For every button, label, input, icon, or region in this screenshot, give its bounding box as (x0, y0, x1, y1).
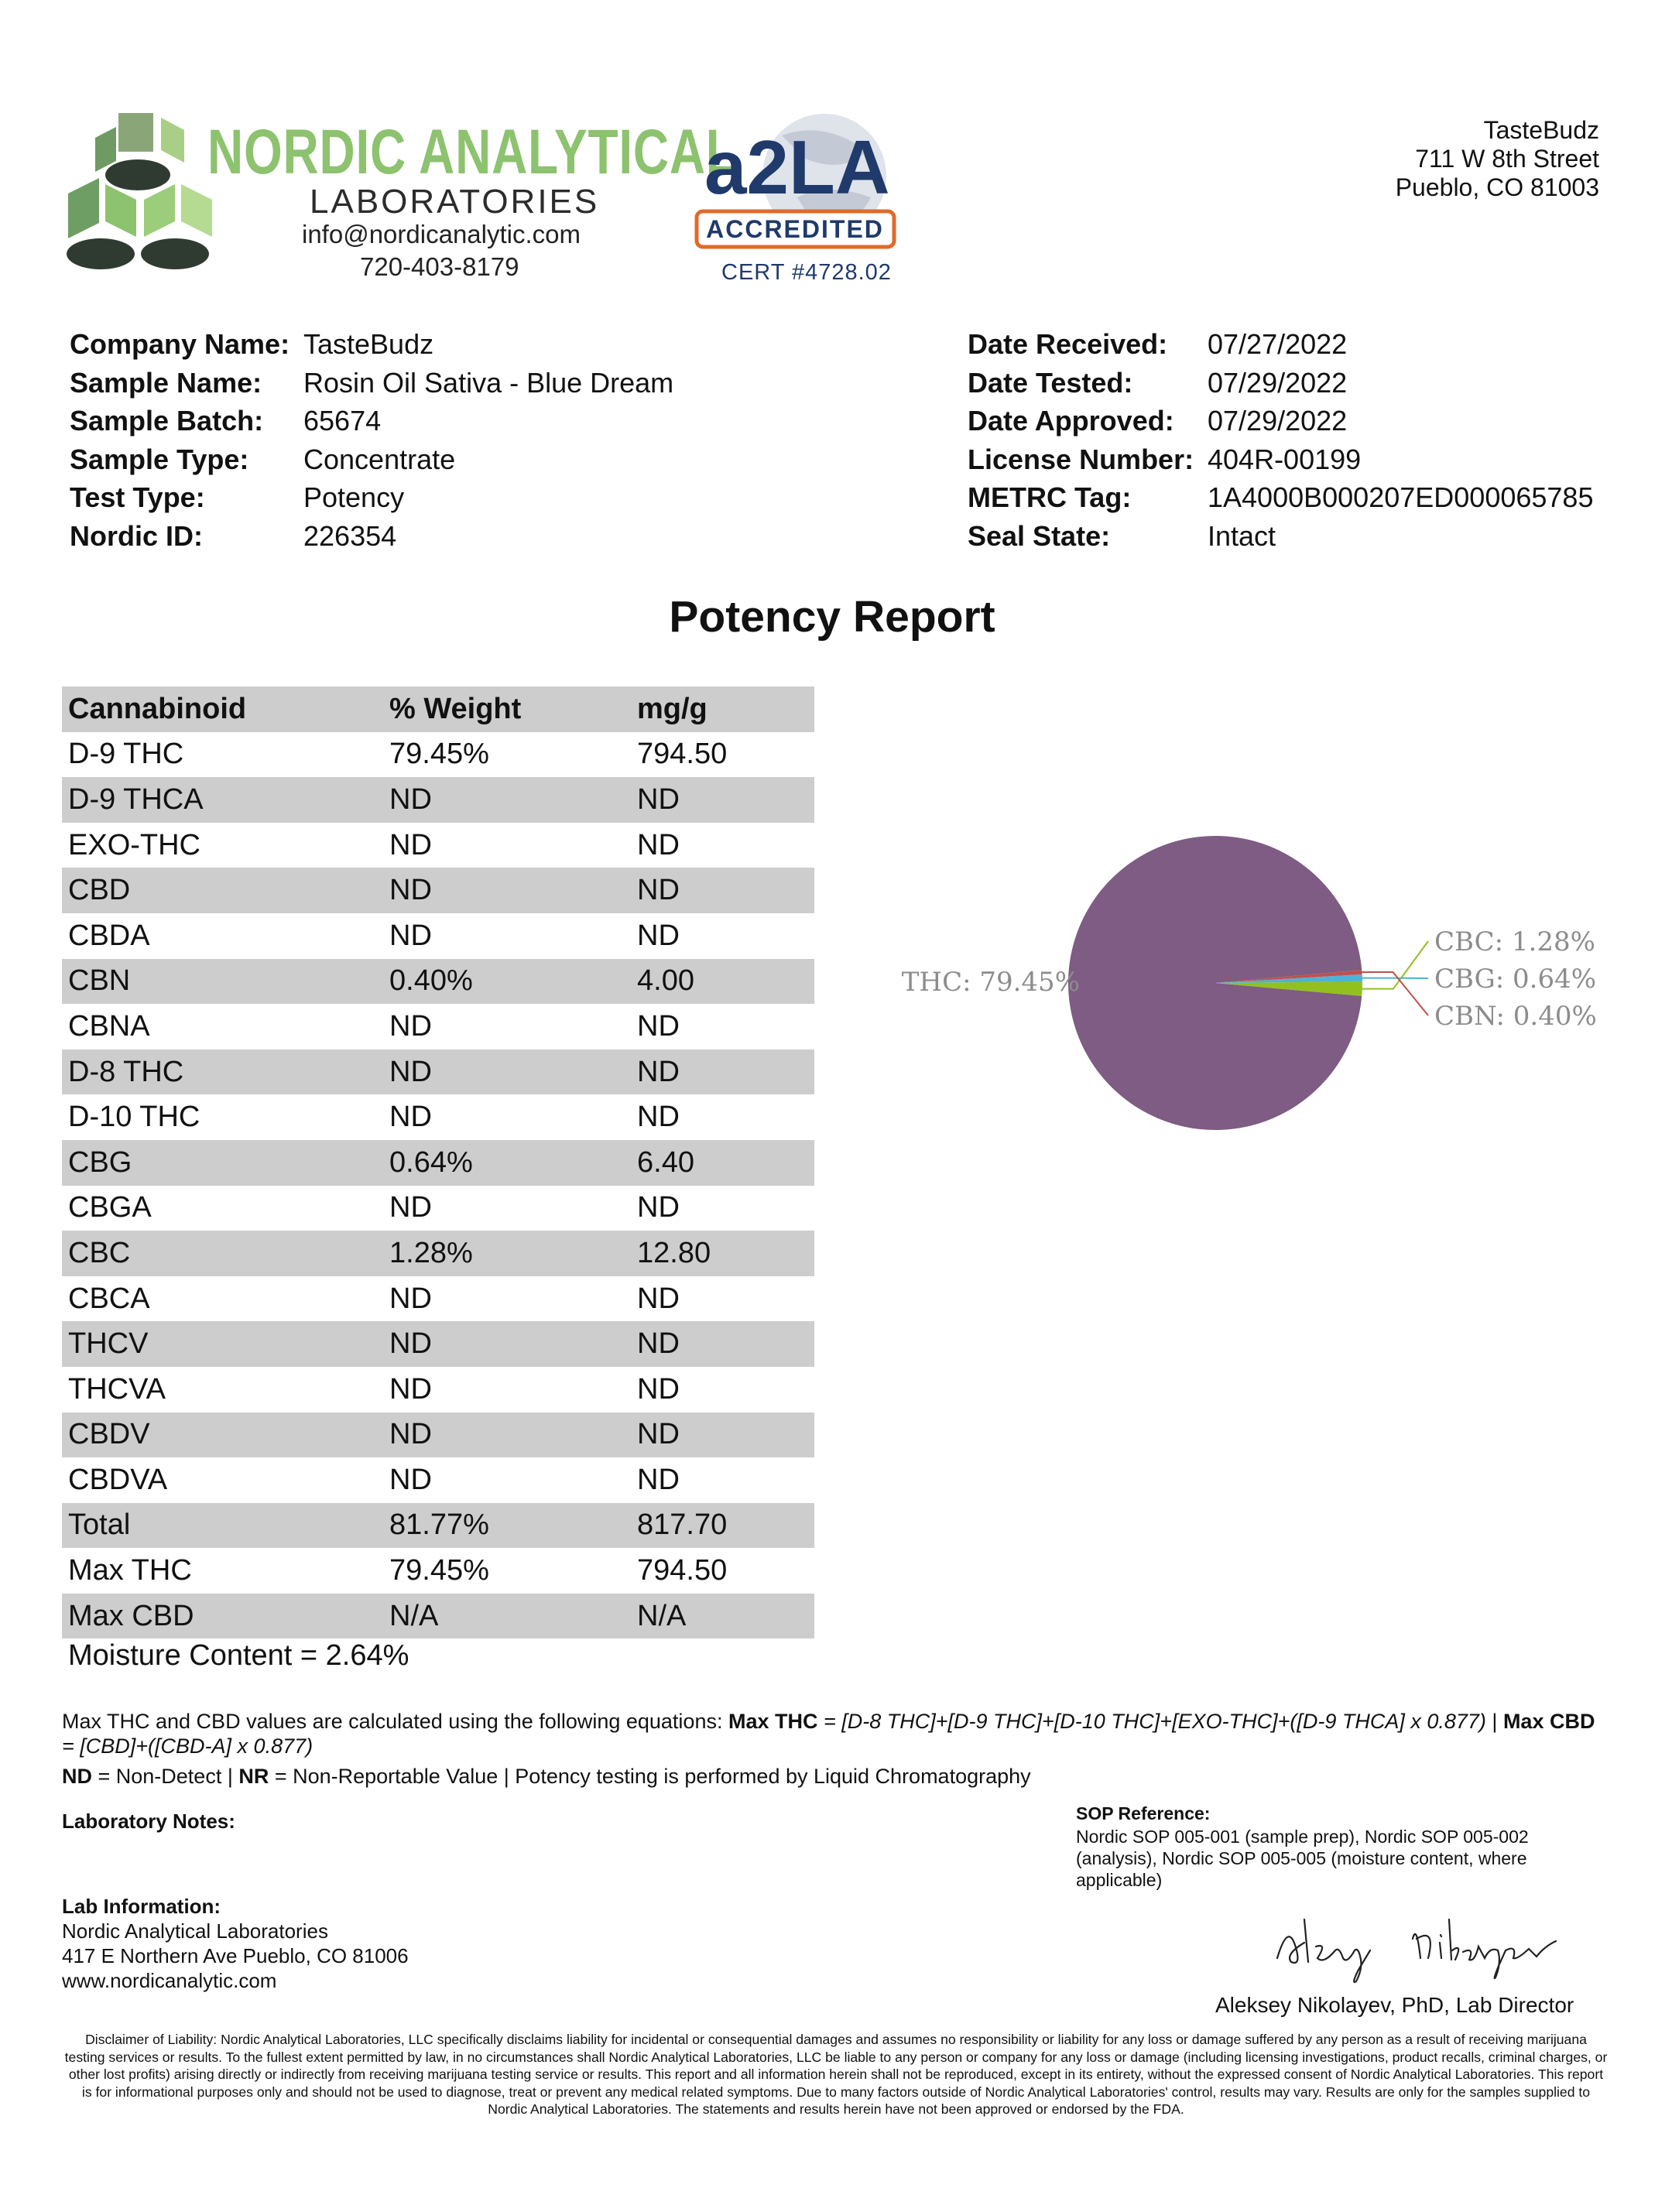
cannabinoid-cell: Max CBD (68, 1599, 194, 1632)
report-title: Potency Report (669, 592, 995, 642)
max-cbd-label: Max CBD (1502, 1710, 1595, 1733)
lab-email: info@nordicanalytic.com (302, 220, 581, 248)
equation-separator: | (1485, 1710, 1503, 1733)
info-label: License Number: (968, 443, 1194, 475)
cannabinoid-cell: D-10 THC (68, 1101, 200, 1134)
table-row (62, 823, 814, 868)
mg-per-g-cell: ND (637, 1463, 680, 1496)
nd-abbrev: ND (62, 1765, 92, 1788)
abbreviation-legend (62, 1765, 1031, 1789)
weight-cell: 79.45% (389, 738, 489, 771)
weight-cell: ND (389, 782, 432, 816)
cannabinoid-cell: D-9 THC (68, 738, 184, 771)
weight-cell: ND (389, 1055, 432, 1088)
lab-info-name: Nordic Analytical Laboratories (62, 1919, 328, 1943)
cannabinoid-cell: CBD (68, 874, 131, 907)
info-label: Date Received: (968, 328, 1168, 360)
max-thc-label: Max THC (728, 1710, 818, 1733)
weight-cell: ND (389, 1463, 432, 1496)
weight-cell: ND (389, 1191, 432, 1224)
weight-cell: 81.77% (389, 1508, 489, 1542)
lab-phone: 720-403-8179 (360, 252, 519, 281)
equation-intro: Max THC and CBD values are calculated using the following equations: (62, 1710, 728, 1733)
cannabinoid-cell: THCV (68, 1327, 149, 1361)
table-row (62, 959, 814, 1005)
table-row (62, 1412, 814, 1458)
mg-per-g-cell: ND (637, 1282, 680, 1315)
mg-per-g-cell: ND (637, 1191, 680, 1224)
weight-cell: ND (389, 919, 432, 952)
table-row (62, 1140, 814, 1186)
weight-cell: ND (389, 874, 432, 907)
date-received-value: 07/27/2022 (1208, 328, 1348, 360)
pie-leader-line (1362, 941, 1428, 989)
svg-text:a2LA: a2LA (704, 125, 890, 210)
table-header (62, 687, 814, 732)
column-header: % Weight (389, 692, 522, 725)
table-row (62, 777, 814, 823)
max-cbd-equation: = [CBD]+([CBD-A] x 0.877) (62, 1734, 314, 1758)
weight-cell: ND (389, 1009, 432, 1043)
weight-cell: ND (389, 1282, 432, 1315)
table-row (62, 1231, 814, 1276)
mg-per-g-cell: N/A (637, 1599, 687, 1632)
info-label: Seal State: (968, 519, 1111, 552)
mg-per-g-cell: ND (637, 1372, 680, 1406)
laboratory-notes-title: Laboratory Notes: (62, 1810, 235, 1833)
lab-name: NORDIC ANALYTICAL (207, 117, 737, 187)
cert-number: CERT #4728.02 (721, 260, 892, 285)
mg-per-g-cell: ND (637, 1418, 680, 1451)
mg-per-g-cell: 12.80 (637, 1236, 711, 1269)
cannabinoid-cell: CBC (68, 1236, 131, 1269)
potency-pie-chart (836, 836, 1610, 1192)
mg-per-g-cell: ND (637, 1055, 680, 1088)
metrc-tag-value: 1A4000B000207ED000065785 (1208, 481, 1594, 513)
mg-per-g-cell: ND (637, 828, 680, 861)
weight-cell: ND (389, 1372, 432, 1406)
cannabinoid-cell: D-8 THC (68, 1055, 184, 1088)
mg-per-g-cell: ND (637, 1101, 680, 1134)
weight-cell: 1.28% (389, 1236, 473, 1269)
mg-per-g-cell: ND (637, 919, 680, 952)
info-label: Test Type: (70, 481, 205, 513)
pie-label-cbc: CBC: 1.28% (1434, 926, 1595, 957)
mg-per-g-cell: 4.00 (637, 964, 694, 998)
info-label: Sample Batch: (70, 405, 264, 437)
potency-table (62, 687, 814, 1638)
nr-text: = Non-Reportable Value | Potency testing is performed by Liquid Chromatography (269, 1765, 1031, 1788)
cannabinoid-cell: CBGA (68, 1191, 152, 1224)
max-thc-equation: = [D-8 THC]+[D-9 THC]+[D-10 THC]+[EXO-THC]+([D-9 THCA] x 0.877) (817, 1710, 1486, 1733)
sample-info-left (70, 325, 673, 555)
weight-cell: 0.40% (389, 964, 473, 998)
mg-per-g-cell: ND (637, 1327, 680, 1361)
company-name-value: TasteBudz (303, 328, 434, 360)
weight-cell: ND (389, 1327, 432, 1361)
table-row (62, 732, 814, 778)
mg-per-g-cell: ND (637, 782, 680, 816)
mg-per-g-cell: 794.50 (637, 738, 728, 771)
pie-label-cbg: CBG: 0.64% (1434, 964, 1597, 995)
weight-cell: ND (389, 1101, 432, 1134)
cannabinoid-cell: THCVA (68, 1372, 166, 1406)
sample-type-value: Concentrate (303, 443, 456, 475)
mg-per-g-cell: 794.50 (637, 1554, 728, 1587)
mg-per-g-cell: 817.70 (637, 1508, 728, 1542)
disclaimer: Disclaimer of Liability: Nordic Analytical Laboratories, LLC specifically disclaims liability for incidental or consequential damages and assumes no responsibility or liability for any loss or damage suffered by any person as a result of receiving marijuana testing services or results. To the fullest extent permitted by law, in no circumstances shall Nordic Analytical Laboratories, LLC be liable to any person or company for any loss or damage (including licensing investigations, product recalls, criminal charges, or other lost profits) arising directly or indirectly from receiving marijuana testing service or results. This report and all information herein shall not be reproduced, except in its entirety, without the expressed consent of Nordic Analytical Laboratories. This report is for informational purposes only and should not be used to diagnose, treat or prevent any medical related symptoms. Due to many factors outside of Nordic Analytical Laboratories' control, results may vary. Results are only for the samples supplied to Nordic Analytical Laboratories. The statements and results herein have not been approved or endorsed by the FDA. (64, 2032, 1608, 2117)
table-body (62, 732, 814, 1639)
weight-cell: ND (389, 1418, 432, 1451)
lab-subtitle: LABORATORIES (310, 183, 600, 221)
cannabinoid-cell: CBCA (68, 1282, 150, 1315)
mg-per-g-cell: ND (637, 874, 680, 907)
sample-name-value: Rosin Oil Sativa - Blue Dream (303, 366, 674, 399)
license-number-value: 404R-00199 (1208, 443, 1362, 475)
info-label: Company Name: (70, 328, 290, 360)
pie-label-thc: THC: 79.45% (901, 967, 1080, 998)
table-row (62, 913, 814, 959)
table-row (62, 868, 814, 913)
info-label: Sample Type: (70, 443, 249, 475)
equation-note (62, 1709, 1610, 1758)
info-label: Nordic ID: (70, 519, 204, 552)
sop-reference-text: Nordic SOP 005-001 (sample prep), Nordic SOP 005-002 (analysis), Nordic SOP 005-005 (moisture content, where applicable) (1076, 1827, 1529, 1890)
test-type-value: Potency (303, 481, 405, 513)
weight-cell: ND (389, 828, 432, 861)
table-row (62, 1094, 814, 1140)
cannabinoid-cell: Max THC (68, 1554, 192, 1587)
director-signature (1269, 1904, 1579, 1989)
cannabinoid-cell: CBN (68, 964, 131, 998)
table-row (62, 1004, 814, 1050)
cannabinoid-cell: D-9 THCA (68, 782, 204, 816)
lab-information (62, 1894, 409, 1993)
table-row (62, 1186, 814, 1231)
cannabinoid-cell: CBDA (68, 919, 150, 952)
client-address (1396, 116, 1599, 202)
cannabinoid-cell: CBDVA (68, 1463, 168, 1496)
sample-info-right (968, 325, 1593, 555)
table-row (62, 1321, 814, 1367)
table-row (62, 1548, 814, 1594)
client-name: TasteBudz (1483, 116, 1599, 144)
table-row (62, 1457, 814, 1503)
sop-reference-title: SOP Reference: (1076, 1803, 1211, 1823)
sample-batch-value: 65674 (303, 405, 382, 437)
cannabinoid-cell: CBNA (68, 1009, 150, 1043)
client-street: 711 W 8th Street (1415, 145, 1599, 173)
nd-text: = Non-Detect | (92, 1765, 239, 1788)
cannabinoid-cell: Total (68, 1508, 131, 1542)
a2la-accredited-text: ACCREDITED (706, 215, 884, 243)
column-header: mg/g (637, 692, 708, 725)
info-label: Date Tested: (968, 366, 1133, 399)
cannabinoid-cell: CBG (68, 1145, 132, 1179)
weight-cell: N/A (389, 1599, 439, 1632)
table-row (62, 1367, 814, 1412)
cannabinoid-cell: CBDV (68, 1418, 150, 1451)
mg-per-g-cell: ND (637, 1009, 680, 1043)
seal-state-value: Intact (1208, 519, 1276, 552)
info-label: Sample Name: (70, 366, 262, 399)
weight-cell: 0.64% (389, 1145, 473, 1179)
weight-cell: 79.45% (389, 1554, 489, 1587)
table-row (62, 1050, 814, 1095)
moisture-content: Moisture Content = 2.64% (68, 1639, 409, 1672)
info-label: Date Approved: (968, 405, 1174, 437)
lab-info-address: 417 E Northern Ave Pueblo, CO 81006 (62, 1944, 409, 1967)
column-header: Cannabinoid (68, 692, 247, 725)
table-row (62, 1276, 814, 1322)
date-tested-value: 07/29/2022 (1208, 366, 1348, 399)
a2la-accredited-logo (689, 104, 906, 259)
mg-per-g-cell: 6.40 (637, 1145, 694, 1179)
table-row (62, 1503, 814, 1549)
date-approved-value: 07/29/2022 (1208, 405, 1348, 437)
client-city: Pueblo, CO 81003 (1395, 173, 1599, 201)
table-row (62, 1594, 814, 1639)
cannabinoid-cell: EXO-THC (68, 828, 200, 861)
lab-info-website: www.nordicanalytic.com (62, 1969, 277, 1992)
nordic-id-value: 226354 (303, 519, 397, 552)
lab-info-title: Lab Information: (62, 1895, 221, 1918)
info-label: METRC Tag: (968, 481, 1132, 513)
signatory-name: Aleksey Nikolayev, PhD, Lab Director (1215, 1993, 1574, 2017)
nr-abbrev: NR (238, 1765, 269, 1788)
pie-label-cbn: CBN: 0.40% (1434, 1001, 1597, 1032)
